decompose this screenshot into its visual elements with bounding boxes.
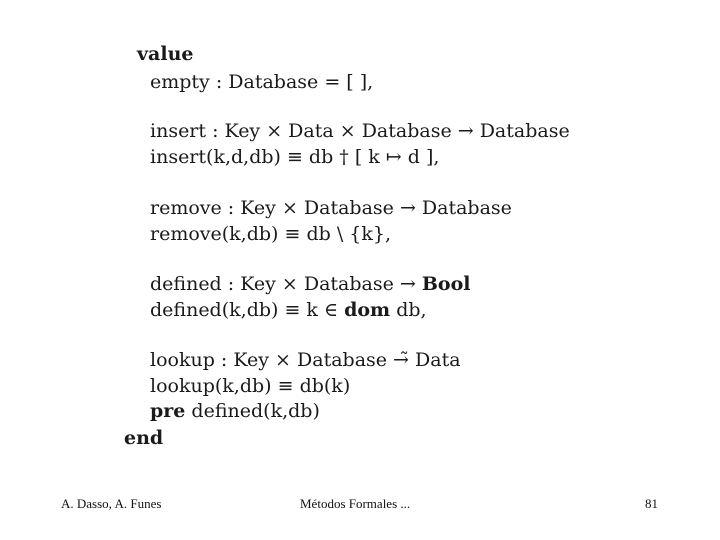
lookup-precondition	[150, 400, 320, 422]
footer-authors: A. Dasso, A. Funes	[61, 496, 162, 511]
defined-signature-text: defined : Key × Database →	[150, 273, 422, 295]
footer-page-number: 81	[645, 496, 658, 511]
insert-definition: insert(k,d,db) ≡ db † [ k ↦ d ],	[150, 146, 440, 168]
lookup-signature: lookup : Key × Database →̃ Data	[150, 349, 461, 371]
insert-signature: insert : Key × Data × Database → Database	[150, 120, 570, 142]
defined-signature	[150, 273, 471, 295]
defined-definition-tail: db,	[390, 299, 427, 321]
empty-signature: empty : Database = [ ],	[150, 71, 374, 93]
defined-definition-text: defined(k,db) ≡ k ∈	[150, 299, 345, 321]
lookup-precondition-text: defined(k,db)	[185, 400, 320, 422]
footer-course: Métodos Formales ...	[300, 496, 411, 511]
remove-signature: remove : Key × Database → Database	[150, 197, 512, 219]
lookup-definition: lookup(k,db) ≡ db(k)	[150, 375, 351, 397]
pre-keyword: pre	[150, 400, 186, 422]
bool-keyword: Bool	[421, 273, 471, 295]
defined-definition	[150, 299, 427, 321]
remove-definition: remove(k,db) ≡ db \ {k},	[150, 223, 391, 245]
value-keyword: value	[137, 43, 194, 65]
dom-keyword: dom	[344, 299, 391, 321]
end-keyword: end	[124, 427, 164, 449]
